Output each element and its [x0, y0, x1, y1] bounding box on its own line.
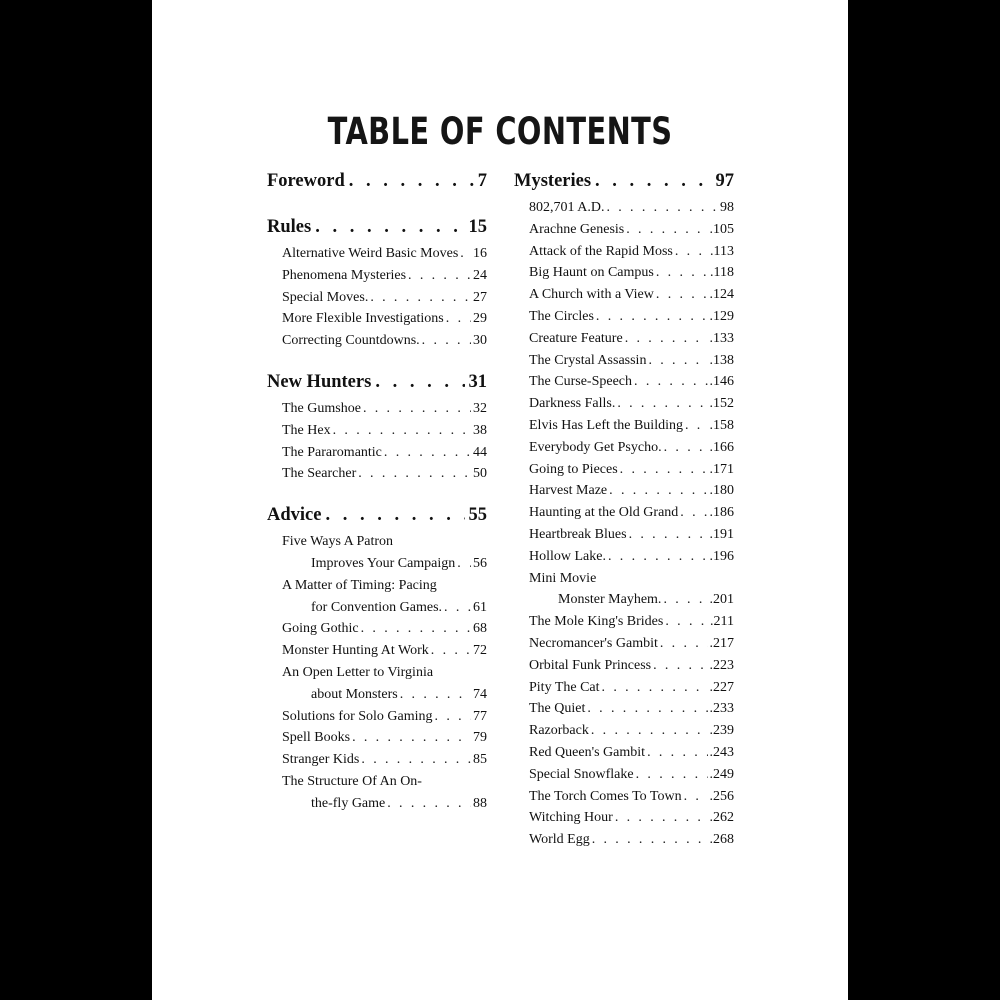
- entry-label: 802,701 A.D.: [529, 200, 605, 215]
- section-label: Foreword: [267, 171, 345, 191]
- toc-entry: [514, 197, 734, 219]
- entry-page: .166: [709, 439, 734, 455]
- entry-label: Mini Movie: [529, 570, 597, 586]
- dot-leader: [333, 420, 471, 442]
- toc-entry: [514, 524, 734, 546]
- entry-label: Attack of the Rapid Moss: [529, 243, 673, 259]
- toc-column-left: [267, 165, 487, 815]
- toc-entry: [267, 662, 487, 684]
- toc-entry: [514, 568, 734, 590]
- entry-label: Elvis Has Left the Building: [529, 417, 683, 433]
- toc-entry: [514, 415, 734, 437]
- dot-leader: [422, 330, 471, 352]
- toc-entry: [267, 575, 487, 597]
- entry-page: .256: [709, 788, 734, 804]
- section-page: 97: [715, 171, 734, 191]
- entry-label: Going Gothic: [282, 621, 359, 637]
- entry-page: .124: [709, 287, 734, 303]
- entry-label: Big Haunt on Campus: [529, 265, 654, 281]
- toc-entry: [267, 330, 487, 352]
- entry-page: .118: [710, 265, 734, 281]
- dot-leader: [363, 398, 471, 420]
- dot-leader: [625, 328, 708, 350]
- dot-leader: [647, 742, 707, 764]
- entry-page: .186: [709, 505, 734, 521]
- toc-entry: [267, 420, 487, 442]
- dot-leader: [620, 459, 708, 481]
- entry-page: 29: [473, 311, 487, 327]
- entry-label: An Open Letter to Virginia: [282, 664, 434, 680]
- dot-leader: [609, 480, 707, 502]
- dot-leader: [400, 684, 471, 706]
- dot-leader: [375, 366, 464, 398]
- dot-leader: [457, 553, 471, 575]
- dot-leader: [446, 308, 471, 330]
- entry-page: 98: [720, 200, 734, 215]
- entry-page: .129: [709, 308, 734, 324]
- toc-entry: [267, 463, 487, 485]
- dot-leader: [460, 243, 471, 265]
- entry-label: Stranger Kids: [282, 752, 360, 768]
- entry-page: 85: [473, 752, 487, 768]
- dot-leader: [656, 262, 708, 284]
- entry-page: .211: [710, 614, 734, 630]
- toc-entry: [267, 398, 487, 420]
- entry-label-continued: about Monsters: [311, 686, 398, 702]
- entry-label-continued: for Convention Games.: [311, 599, 443, 615]
- toc-section-foreword: [267, 165, 487, 197]
- mysteries-entries: [514, 197, 734, 851]
- toc-entry: [514, 437, 734, 459]
- entry-label: The Crystal Assassin: [529, 352, 647, 368]
- dot-leader: [665, 611, 708, 633]
- toc-section-new-hunters: [267, 366, 487, 398]
- dot-leader: [444, 597, 471, 619]
- entry-page: 61: [473, 599, 487, 615]
- entry-label: The Pararomantic: [282, 444, 382, 460]
- toc-entry: [514, 262, 734, 284]
- entry-page: .217: [709, 635, 734, 651]
- toc-entry: [514, 786, 734, 808]
- entry-label: Spell Books: [282, 730, 351, 746]
- toc-entry: [514, 393, 734, 415]
- entry-label: World Egg: [529, 832, 590, 848]
- entry-page: .171: [709, 461, 734, 477]
- dot-leader: [361, 749, 471, 771]
- toc-entry: [514, 764, 734, 786]
- entry-label: Alternative Weird Basic Moves: [282, 246, 459, 261]
- entry-page: 44: [473, 444, 487, 460]
- toc-entry: [514, 328, 734, 350]
- entry-label: Haunting at the Old Grand: [529, 505, 679, 521]
- entry-label: The Mole King's Brides: [529, 614, 664, 630]
- entry-label: The Searcher: [282, 466, 357, 482]
- toc-entry: [514, 655, 734, 677]
- entry-label: The Quiet: [529, 701, 586, 717]
- dot-leader: [617, 393, 707, 415]
- toc-entry: [514, 829, 734, 851]
- entry-page: .146: [709, 374, 734, 390]
- toc-entry: [267, 265, 487, 287]
- entry-page: .152: [709, 396, 734, 412]
- toc-entry: [267, 640, 487, 662]
- entry-label: Monster Hunting At Work: [282, 643, 429, 659]
- toc-entry: [514, 742, 734, 764]
- toc-entry: [267, 442, 487, 464]
- dot-leader: [384, 442, 471, 464]
- toc-entry: [267, 287, 487, 309]
- dot-leader: [629, 524, 708, 546]
- entry-page: 16: [473, 246, 487, 261]
- entry-label: Creature Feature: [529, 330, 623, 346]
- entry-label-continued: Improves Your Campaign: [311, 555, 456, 571]
- dot-leader: [358, 463, 471, 485]
- entry-label: The Hex: [282, 422, 331, 438]
- entry-label: Orbital Funk Princess: [529, 657, 652, 673]
- page-title: TABLE OF CONTENTS: [327, 110, 673, 153]
- entry-label: Special Moves.: [282, 289, 369, 305]
- toc-entry: [267, 531, 487, 553]
- entry-label: The Structure Of An On-: [282, 773, 422, 789]
- entry-page: .223: [709, 657, 734, 673]
- entry-label: Special Snowflake: [529, 766, 634, 782]
- book-page: [152, 0, 848, 1000]
- toc-entry: [267, 771, 487, 793]
- dot-leader: [361, 618, 471, 640]
- dot-leader: [315, 211, 464, 243]
- entry-page: 72: [473, 643, 487, 659]
- entry-label: Correcting Countdowns.: [282, 333, 420, 349]
- toc-entry: [514, 480, 734, 502]
- dot-leader: [602, 677, 708, 699]
- entry-page: 74: [473, 686, 487, 702]
- entry-page: .249: [709, 766, 734, 782]
- section-page: 7: [477, 171, 487, 191]
- dot-leader: [664, 437, 708, 459]
- dot-leader: [656, 284, 708, 306]
- entry-label: Everybody Get Psycho.: [529, 439, 662, 455]
- entry-label: A Church with a View: [529, 287, 654, 303]
- entry-label: Pity The Cat: [529, 679, 600, 695]
- entry-label: The Circles: [529, 308, 594, 324]
- dot-leader: [615, 807, 708, 829]
- dot-leader: [592, 829, 708, 851]
- dot-leader: [325, 499, 464, 531]
- section-label: Mysteries: [514, 171, 592, 191]
- entry-page: .233: [709, 701, 734, 717]
- dot-leader: [653, 655, 707, 677]
- toc-section-advice: [267, 499, 487, 531]
- dot-leader: [608, 546, 708, 568]
- dot-leader: [591, 720, 708, 742]
- dot-leader: [636, 764, 708, 786]
- toc-entry: [514, 502, 734, 524]
- entry-page: .227: [709, 679, 734, 695]
- toc-entry: [267, 706, 487, 728]
- dot-leader: [587, 698, 707, 720]
- advice-entries: [267, 531, 487, 814]
- dot-leader: [349, 165, 474, 197]
- dot-leader: [596, 306, 708, 328]
- toc-entry-continued: [514, 589, 734, 611]
- entry-page: 88: [473, 795, 487, 811]
- toc-entry: [514, 219, 734, 241]
- toc-entry: [514, 698, 734, 720]
- entry-page: .158: [709, 417, 734, 433]
- toc-entry: [267, 727, 487, 749]
- entry-page: 77: [473, 708, 487, 724]
- entry-label: Heartbreak Blues: [529, 526, 627, 542]
- toc-entry-continued: [267, 793, 487, 815]
- section-page: 15: [468, 217, 487, 237]
- toc-entry-continued: [267, 684, 487, 706]
- toc-entry-continued: [267, 597, 487, 619]
- entry-page: .268: [709, 832, 734, 848]
- dot-leader: [680, 502, 707, 524]
- dot-leader: [634, 371, 707, 393]
- dot-leader: [685, 415, 708, 437]
- toc-entry: [267, 749, 487, 771]
- dot-leader: [387, 793, 471, 815]
- dot-leader: [675, 241, 708, 263]
- toc-entry: [514, 546, 734, 568]
- section-label: Advice: [267, 505, 322, 526]
- entry-page: .113: [710, 243, 734, 259]
- dot-leader: [435, 706, 471, 728]
- entry-page: 24: [473, 267, 487, 283]
- entry-label: Arachne Genesis: [529, 221, 625, 237]
- entry-label: The Torch Comes To Town: [529, 788, 682, 804]
- entry-label: More Flexible Investigations: [282, 311, 444, 327]
- entry-page: 79: [473, 730, 487, 746]
- entry-page: .201: [709, 592, 734, 608]
- entry-label: Razorback: [529, 723, 589, 739]
- dot-leader: [352, 727, 471, 749]
- entry-label: Five Ways A Patron: [282, 534, 394, 550]
- entry-label: A Matter of Timing: Pacing: [282, 577, 437, 593]
- new-hunters-entries: [267, 398, 487, 485]
- dot-leader: [684, 786, 708, 808]
- entry-page: 68: [473, 621, 487, 637]
- entry-label: Hollow Lake.: [529, 548, 606, 564]
- toc-entry: [267, 308, 487, 330]
- entry-page: 32: [473, 400, 487, 416]
- toc-entry: [514, 350, 734, 372]
- dot-leader: [626, 219, 707, 241]
- entry-label: Solutions for Solo Gaming: [282, 708, 433, 724]
- entry-label: Phenomena Mysteries: [282, 267, 407, 283]
- entry-page: .262: [709, 810, 734, 826]
- dot-leader: [595, 165, 711, 197]
- entry-label-continued: Monster Mayhem.: [558, 592, 662, 608]
- dot-leader: [663, 589, 707, 611]
- entry-page: .196: [709, 548, 734, 564]
- toc-entry: [514, 611, 734, 633]
- entry-page: .191: [709, 526, 734, 542]
- toc-entry: [267, 618, 487, 640]
- toc-entry: [514, 306, 734, 328]
- toc-entry: [514, 677, 734, 699]
- dot-leader: [660, 633, 708, 655]
- entry-page: .133: [709, 330, 734, 346]
- dot-leader: [431, 640, 471, 662]
- dot-leader: [370, 287, 471, 309]
- toc-entry: [267, 243, 487, 265]
- entry-label: Harvest Maze: [529, 483, 608, 499]
- entry-label: Going to Pieces: [529, 461, 618, 477]
- entry-page: .239: [709, 723, 734, 739]
- entry-page: 38: [473, 422, 487, 438]
- entry-page: 30: [473, 333, 487, 349]
- entry-label: Witching Hour: [529, 810, 613, 826]
- toc-section-mysteries: [514, 165, 734, 197]
- dot-leader: [606, 197, 718, 219]
- entry-label: Red Queen's Gambit: [529, 744, 646, 760]
- section-page: 55: [468, 505, 487, 526]
- entry-label: The Curse-Speech: [529, 374, 633, 390]
- toc-entry-continued: [267, 553, 487, 575]
- toc-entry: [514, 371, 734, 393]
- toc-entry: [514, 720, 734, 742]
- toc-entry: [514, 459, 734, 481]
- entry-page: 27: [473, 289, 487, 305]
- toc-column-right: [514, 165, 734, 851]
- section-label: Rules: [267, 217, 312, 237]
- entry-label-continued: the-fly Game: [311, 795, 386, 811]
- section-page: 31: [468, 371, 487, 392]
- toc-entry: [514, 284, 734, 306]
- section-label: New Hunters: [267, 371, 372, 392]
- toc-entry: [514, 241, 734, 263]
- entry-label: Darkness Falls.: [529, 396, 616, 412]
- toc-entry: [514, 633, 734, 655]
- dot-leader: [408, 265, 471, 287]
- entry-page: .243: [709, 744, 734, 760]
- toc-entry: [514, 807, 734, 829]
- entry-label: The Gumshoe: [282, 400, 361, 416]
- entry-page: .138: [709, 352, 734, 368]
- entry-page: .105: [709, 221, 734, 237]
- entry-page: 56: [473, 555, 487, 571]
- rules-entries: [267, 243, 487, 352]
- entry-label: Necromancer's Gambit: [529, 635, 658, 651]
- entry-page: 50: [473, 466, 487, 482]
- toc-section-rules: [267, 211, 487, 243]
- dot-leader: [648, 350, 707, 372]
- entry-page: .180: [709, 483, 734, 499]
